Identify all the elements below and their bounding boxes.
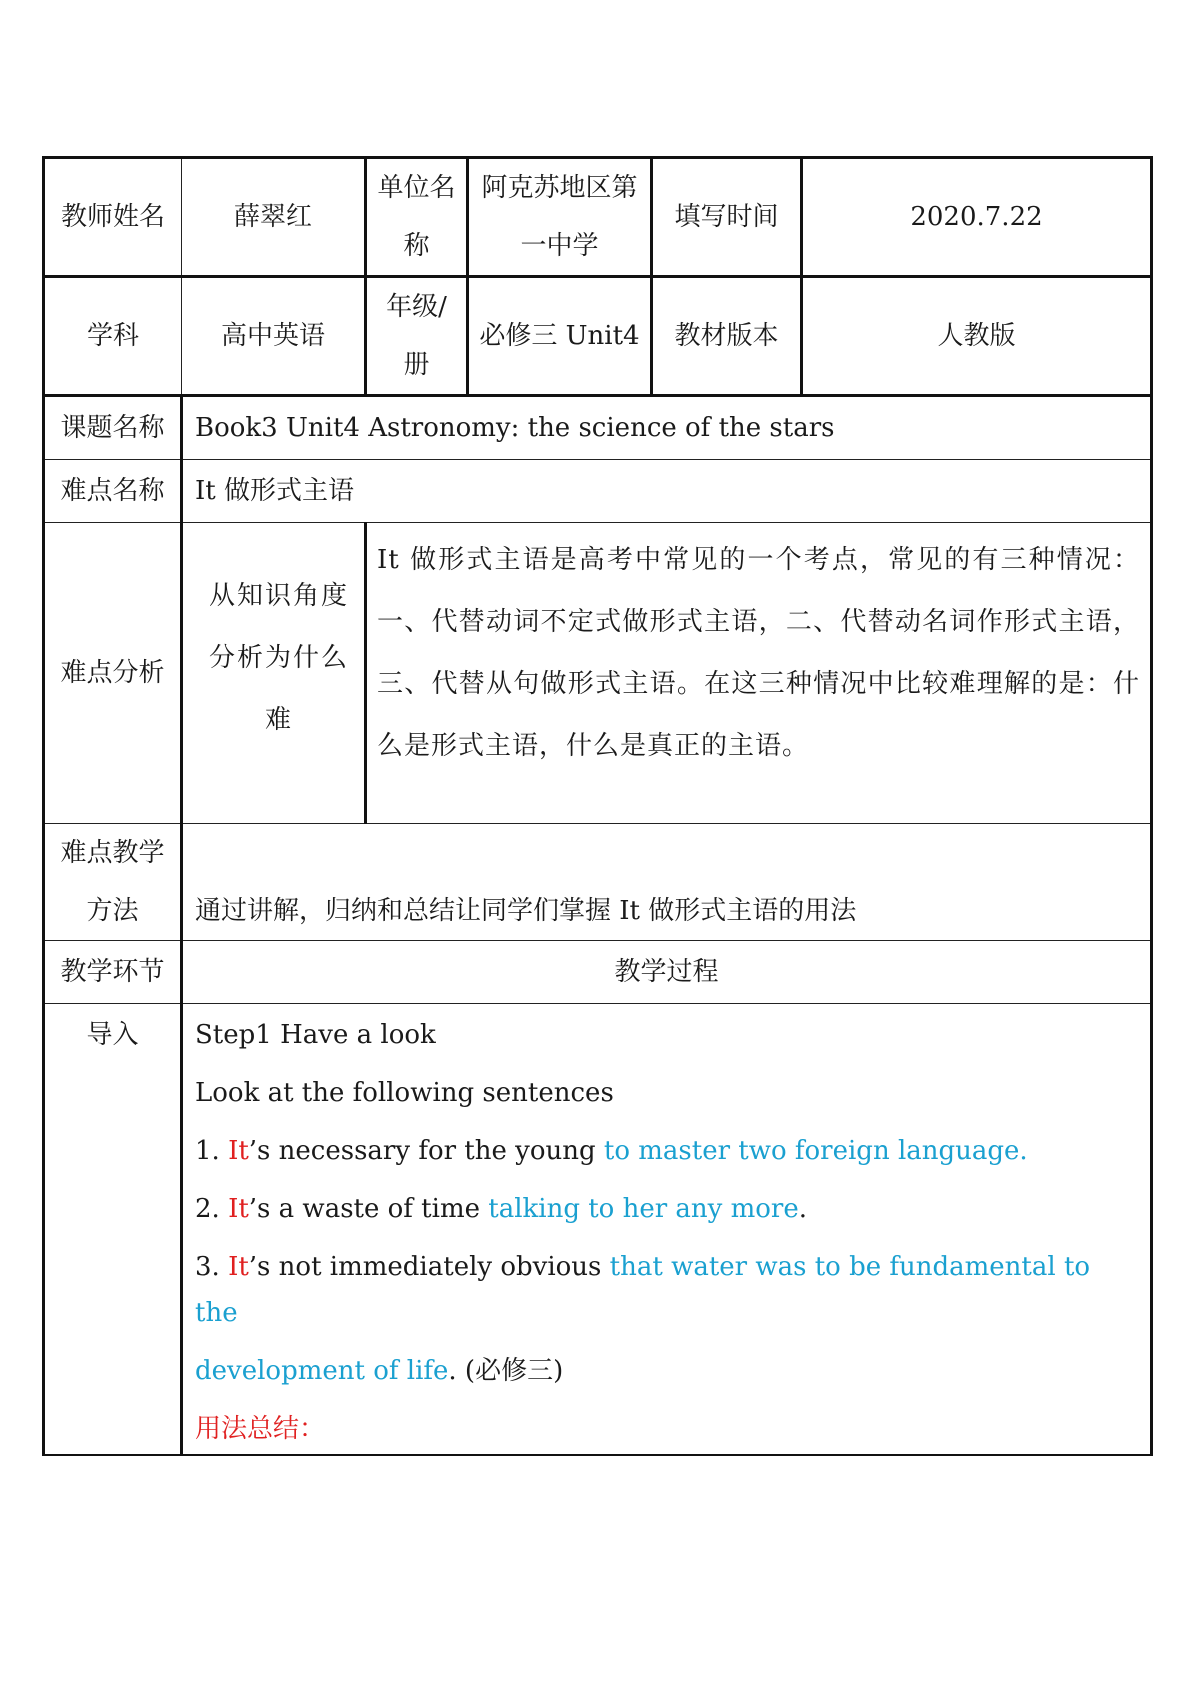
unit-label-line-1: 单位名 (377, 173, 456, 203)
difficulty-value: It 做形式主语 (182, 460, 1152, 523)
sentence-1-num: 1. (195, 1136, 229, 1166)
analysis-label: 难点分析 (44, 523, 182, 824)
analysis-text: It 做形式主语是高考中常见的一个考点，常见的有三种情况：一、代替动词不定式做形式主语，二、代替动名词作形式主语，三、代替从句做形式主语。在这三种情况中比较难理解的是：什么是形式主语，什么是真正的主语。 (366, 523, 1152, 824)
sentence-3-tail: . (必修三) (448, 1356, 564, 1386)
unit-name (468, 158, 652, 277)
unit-label-line-2: 称 (403, 231, 430, 261)
grade-value: 必修三 Unit4 (468, 277, 652, 396)
intro-stage: 导入 (44, 1004, 182, 1456)
process-header-row (44, 941, 1152, 1004)
sentence-3-num: 3. (195, 1252, 229, 1282)
header-row-1 (44, 158, 1152, 277)
topic-label: 课题名称 (44, 396, 182, 460)
process-label: 教学过程 (182, 941, 1152, 1004)
subject-value: 高中英语 (182, 277, 366, 396)
teacher-label: 教师姓名 (44, 158, 182, 277)
grade-label-line-1: 年级/ (386, 292, 447, 322)
intro-instruction: Look at the following sentences (195, 1078, 614, 1108)
unit-name-line-1: 阿克苏地区第 (481, 173, 638, 203)
header-row-2 (44, 277, 1152, 396)
method-text: 通过讲解，归纳和总结让同学们掌握 It 做形式主语的用法 (182, 824, 1152, 941)
intro-step: Step1 Have a look (195, 1020, 436, 1050)
date-label: 填写时间 (652, 158, 802, 277)
sentence-1-highlight: to master two foreign language. (603, 1136, 1028, 1166)
sentence-2-it: It (228, 1194, 249, 1224)
edition-label: 教材版本 (652, 277, 802, 396)
sentence-3-cont (195, 1348, 1140, 1394)
topic-row (44, 396, 1152, 460)
sentence-3-highlight-1: that water was to be fundamental to the (195, 1252, 1091, 1328)
method-row (44, 824, 1152, 941)
sentence-2 (195, 1186, 1140, 1232)
unit-name-line-2: 一中学 (520, 231, 599, 261)
analysis-sub-label: 从知识角度分析为什么难 (208, 581, 349, 735)
edition-value: 人教版 (802, 277, 1152, 396)
topic-value: Book3 Unit4 Astronomy: the science of the stars (182, 396, 1152, 460)
summary-label: 用法总结： (195, 1414, 326, 1444)
sentence-2-tail: . (798, 1194, 808, 1224)
date-value: 2020.7.22 (802, 158, 1152, 277)
sentence-3 (195, 1244, 1140, 1336)
sentence-2-highlight: talking to her any more (488, 1194, 799, 1224)
sentence-2-num: 2. (195, 1194, 229, 1224)
teacher-name: 薛翠红 (182, 158, 366, 277)
subject-label: 学科 (44, 277, 182, 396)
sentence-1-it: It (228, 1136, 249, 1166)
sentence-3-highlight-2: development of life (195, 1356, 449, 1386)
sentence-3-it: It (228, 1252, 249, 1282)
analysis-sub-label-cell (182, 523, 366, 824)
sentence-1-mid: ’s necessary for the young (248, 1136, 604, 1166)
sentence-3-mid: ’s not immediately obvious (248, 1252, 610, 1282)
stage-label: 教学环节 (44, 941, 182, 1004)
method-label-line-1: 难点教学 (60, 838, 165, 868)
method-label-line-2: 方法 (86, 896, 139, 926)
method-label (44, 824, 182, 941)
lesson-plan-table (42, 156, 1153, 1456)
grade-label (366, 277, 468, 396)
intro-process (182, 1004, 1152, 1456)
analysis-row (44, 523, 1152, 824)
difficulty-row (44, 460, 1152, 523)
sentence-1 (195, 1128, 1140, 1174)
unit-label (366, 158, 468, 277)
sentence-2-mid: ’s a waste of time (248, 1194, 489, 1224)
grade-label-line-2: 册 (403, 350, 430, 380)
intro-row (44, 1004, 1152, 1456)
difficulty-label: 难点名称 (44, 460, 182, 523)
